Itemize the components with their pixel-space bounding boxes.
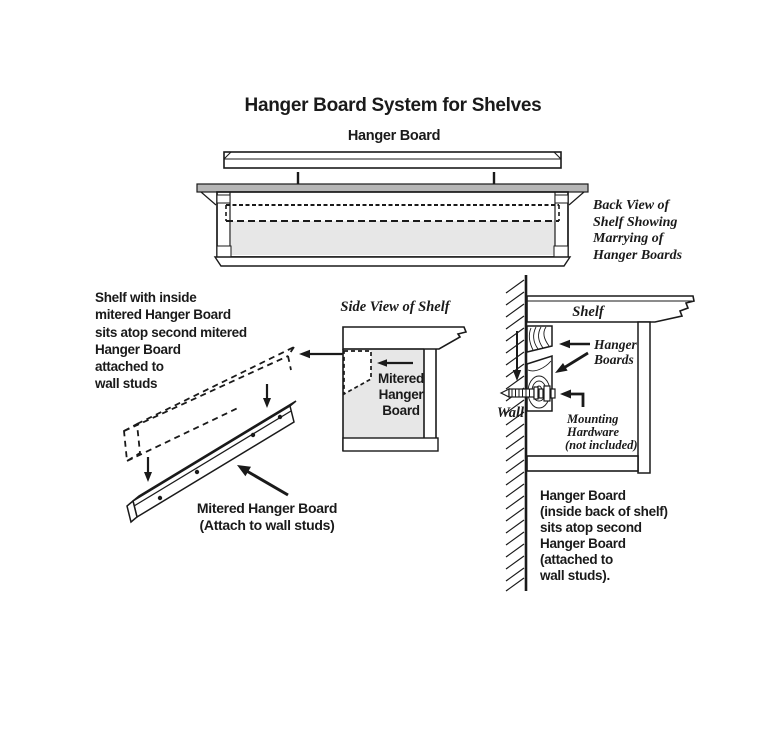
perspective-caption bbox=[197, 500, 337, 533]
hanger-boards-label bbox=[593, 337, 638, 367]
arrowhead-down-icon bbox=[263, 398, 271, 408]
shelf-back-view bbox=[197, 184, 588, 266]
shelf-label: Shelf bbox=[572, 304, 604, 320]
hanger-boards-arrow-upper bbox=[559, 340, 590, 349]
corner-block bbox=[554, 246, 568, 257]
note-line: mitered Hanger Board bbox=[95, 307, 231, 322]
back-view-caption bbox=[592, 198, 683, 263]
caption-line: Hanger Boards bbox=[593, 248, 683, 263]
side-shelf-bottom-board bbox=[343, 438, 438, 451]
page-title: Hanger Board System for Shelves bbox=[244, 95, 542, 116]
wall-down-arrow bbox=[513, 331, 521, 381]
caption-line: wall studs). bbox=[540, 568, 610, 583]
screw-collar bbox=[539, 389, 543, 398]
corner-block bbox=[217, 246, 231, 257]
note-line: wall studs bbox=[95, 376, 158, 391]
label-line: (not included) bbox=[565, 438, 638, 452]
label-line: Boards bbox=[594, 352, 634, 367]
hanger-block-lower bbox=[527, 356, 552, 411]
caption-line: Marrying of bbox=[593, 231, 664, 246]
side-view bbox=[299, 299, 466, 451]
screw-collar bbox=[534, 387, 538, 399]
wall-shelf-bottom-board bbox=[527, 456, 638, 471]
wall-view bbox=[497, 275, 694, 591]
side-shelf-top-board bbox=[343, 327, 466, 349]
wall-shelf-back-panel bbox=[638, 322, 650, 473]
label-line: Hanger bbox=[594, 337, 637, 352]
shelf-bottom-board bbox=[215, 257, 570, 266]
label-line: Board bbox=[382, 403, 420, 418]
label-line: Hardware bbox=[567, 425, 620, 439]
shelf-bevel-right bbox=[569, 192, 584, 205]
shelf-interior bbox=[231, 221, 555, 255]
hanger-block-upper bbox=[527, 326, 552, 352]
wall-hatching bbox=[506, 280, 524, 591]
left-note bbox=[94, 290, 247, 391]
corner-block bbox=[217, 195, 230, 203]
shelf-top-surface bbox=[197, 184, 588, 192]
side-view-title: Side View of Shelf bbox=[340, 299, 450, 315]
screw-tip bbox=[501, 389, 509, 397]
screw-head bbox=[544, 386, 550, 401]
arrowhead-down-icon bbox=[144, 472, 152, 482]
title-block bbox=[245, 95, 542, 144]
arrowhead-left-icon bbox=[299, 350, 310, 359]
caption-line: Mitered Hanger Board bbox=[196, 500, 338, 516]
wall-label: Wall bbox=[496, 405, 524, 421]
label-line: Mitered bbox=[378, 371, 424, 386]
hanger-board-strip-body bbox=[224, 152, 561, 168]
drop-arrow-right bbox=[263, 384, 271, 408]
screw-shank bbox=[509, 389, 534, 397]
caption-arrow bbox=[237, 465, 288, 495]
caption-line: Back View of bbox=[593, 198, 670, 213]
note-line: Hanger Board bbox=[95, 342, 181, 357]
caption-line: (attached to bbox=[540, 552, 613, 567]
screw-collar bbox=[551, 389, 555, 398]
caption-line: (inside back of shelf) bbox=[540, 504, 668, 519]
label-line: Hanger bbox=[378, 387, 424, 402]
caption-line: sits atop second bbox=[540, 520, 642, 535]
back-view-diagram bbox=[197, 152, 683, 266]
shelf-bevel-left bbox=[201, 192, 216, 205]
wall-view-caption bbox=[539, 488, 668, 583]
note-line: Shelf with inside bbox=[95, 290, 197, 305]
connector-arrow bbox=[299, 350, 345, 359]
hanger-boards-arrow-lower bbox=[555, 353, 588, 373]
label-line: Mounting bbox=[567, 412, 619, 426]
hanger-board-strip bbox=[224, 152, 561, 168]
side-view-label bbox=[378, 371, 424, 418]
hanger-board-label: Hanger Board bbox=[347, 128, 441, 144]
caption-line: Shelf Showing bbox=[593, 215, 678, 230]
mounting-hardware-label bbox=[565, 412, 638, 452]
arrowhead-left-icon bbox=[559, 340, 570, 349]
mounting-hardware-arrow bbox=[560, 390, 583, 408]
drop-arrow-left bbox=[144, 457, 152, 482]
note-line: attached to bbox=[95, 359, 164, 374]
perspective-view bbox=[124, 347, 337, 533]
arrowhead-left-icon bbox=[560, 390, 571, 399]
arrowhead-icon bbox=[555, 363, 568, 373]
corner-block bbox=[555, 195, 568, 203]
wall-shelf-top-board bbox=[527, 296, 694, 322]
note-line: sits atop second mitered bbox=[95, 325, 247, 340]
caption-line: (Attach to wall studs) bbox=[199, 517, 335, 533]
caption-line: Hanger Board bbox=[540, 488, 626, 503]
board-chamfer-line bbox=[134, 411, 291, 506]
caption-line: Hanger Board bbox=[540, 536, 626, 551]
